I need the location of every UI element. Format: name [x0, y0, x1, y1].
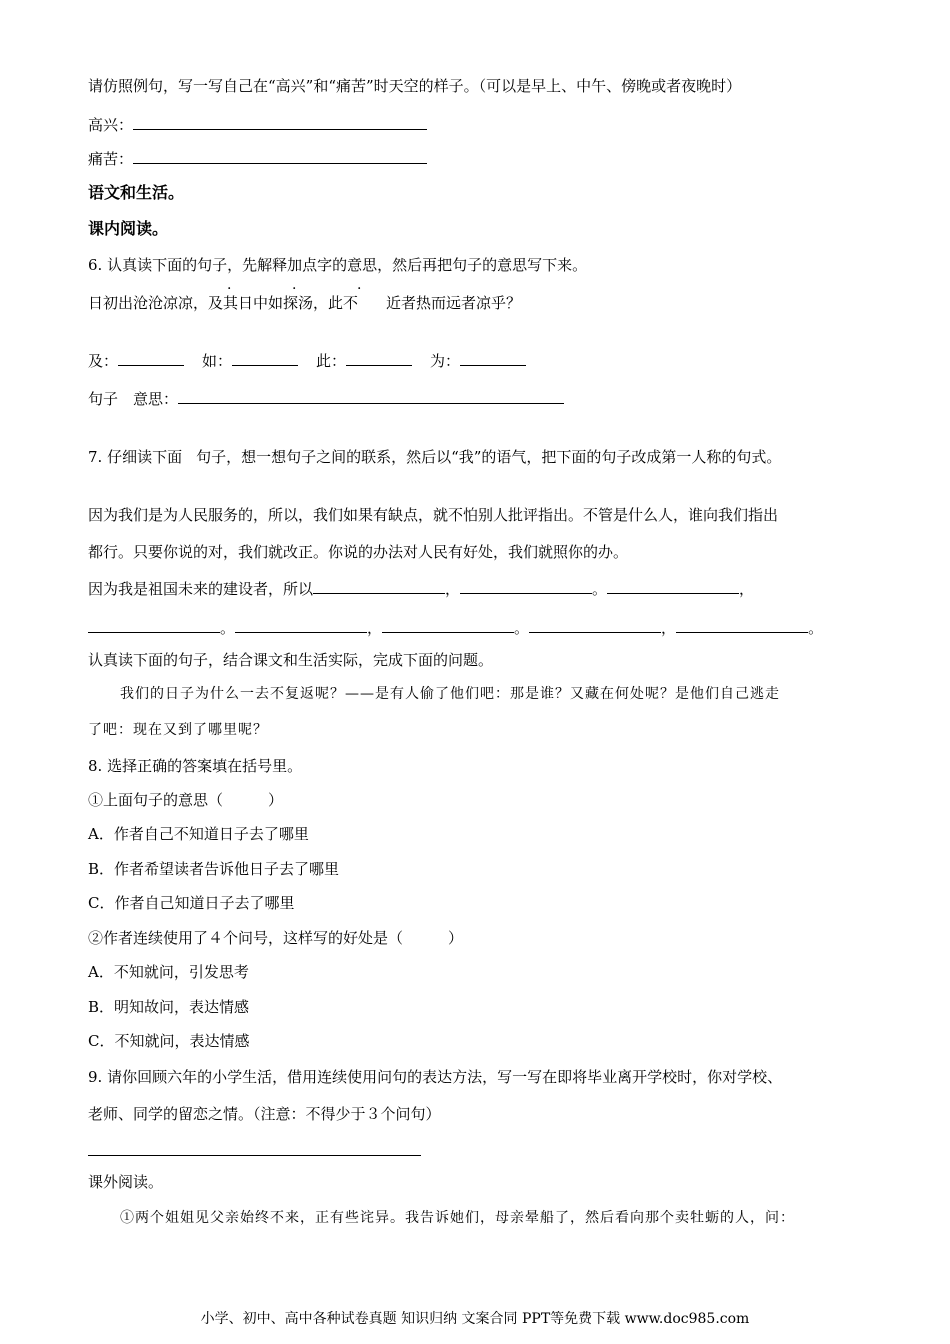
q9-answer-line[interactable]	[88, 1155, 421, 1156]
q7-blank-3[interactable]	[607, 578, 739, 594]
q7-answer-lead: 因为我是祖国未来的建设者，所以	[88, 580, 314, 598]
q5-pain-label: 痛苦：	[88, 150, 134, 168]
q7-prompt-part2: 句子，想一想句子之间的联系，然后以“我”的语气，把下面的句子改成第一人称的句式。	[196, 448, 782, 466]
q7-period-4: 。	[808, 619, 824, 637]
q5-prompt: 请仿照例句，写一写自己在“高兴”和“痛苦”时天空的样子。（可以是早上、中午、傍晚或者夜晚时）	[88, 77, 742, 95]
q8-sub1: ①上面句子的意思（ ）	[88, 791, 284, 809]
q7-prompt	[88, 447, 781, 467]
q6-ci-label: 此：	[316, 352, 347, 370]
q6-word-row	[88, 350, 526, 371]
quote-line2: 了吧：现在又到了哪里呢？	[88, 722, 268, 738]
q8-sub2-option-b[interactable]: B．明知故问，表达情感	[88, 998, 250, 1016]
page-footer: 小学、初中、高中各种试卷真题 知识归纳 文案合同 PPT等免费下载 www.doc985.com	[200, 1311, 750, 1327]
q7-blank-7[interactable]	[529, 617, 661, 633]
q7-prompt-part1: 7. 仔细读下面	[88, 448, 183, 466]
q5-happy-label: 高兴：	[88, 116, 134, 134]
q7-comma-1: ，	[445, 580, 461, 598]
q7-comma-4: ，	[661, 619, 677, 637]
section-life-heading: 语文和生活。	[88, 183, 185, 202]
q6-sentence-part2: 近者热而远者凉乎？	[386, 294, 522, 312]
q7-blank-2[interactable]	[460, 578, 592, 594]
q7-period-2: 。	[220, 619, 236, 637]
q7-answer-row2	[88, 617, 823, 638]
q6-ji-blank[interactable]	[118, 350, 184, 366]
q6-prompt: 6. 认真读下面的句子，先解释加点字的意思，然后再把句子的意思写下来。	[88, 256, 588, 274]
q8-sub2: ②作者连续使用了４个问号，这样写的好处是（ ）	[88, 929, 464, 947]
q7-blank-5[interactable]	[235, 617, 367, 633]
q7-passage-line1: 因为我们是为人民服务的，所以，我们如果有缺点，就不怕别人批评指出。不管是什么人，谁向我们指出	[88, 506, 779, 524]
q5-happy-row	[88, 114, 427, 135]
q5-pain-row	[88, 148, 427, 169]
extra-reading-heading: 课外阅读。	[88, 1173, 164, 1191]
q7-blank-4[interactable]	[88, 617, 220, 633]
q6-ru-label: 如：	[202, 352, 233, 370]
q7-blank-8[interactable]	[676, 617, 808, 633]
q7-period-1: 。	[592, 580, 608, 598]
q7-comma-3: ，	[367, 619, 383, 637]
q8-intro: 认真读下面的句子，结合课文和生活实际，完成下面的问题。	[88, 651, 494, 669]
q6-wei-label: 为：	[430, 352, 461, 370]
q8-sub2-option-a[interactable]: A．不知就问，引发思考	[88, 963, 249, 981]
emphasis-dot-ru: ·	[292, 281, 297, 297]
section-in-class-heading: 课内阅读。	[88, 219, 169, 238]
q9-line2: 老师、同学的留恋之情。（注意：不得少于３个问句）	[88, 1105, 441, 1123]
q8-sub1-option-a[interactable]: A．作者自己不知道日子去了哪里	[88, 825, 309, 843]
q7-answer-row1	[88, 578, 754, 599]
q5-pain-blank[interactable]	[133, 148, 427, 164]
q9-line1: 9. 请你回顾六年的小学生活，借用连续使用问句的表达方法，写一写在即将毕业离开学校时，你对学校、	[88, 1068, 783, 1086]
q6-ru-blank[interactable]	[232, 350, 298, 366]
q6-meaning-blank[interactable]	[178, 388, 564, 404]
emphasis-dot-ji: ·	[227, 281, 232, 297]
q5-happy-blank[interactable]	[133, 114, 427, 130]
q6-meaning-row	[88, 388, 564, 409]
q7-blank-1[interactable]	[313, 578, 445, 594]
extra-paragraph-1: ①两个姐姐见父亲始终不来，正有些诧异。我告诉她们，母亲晕船了，然后看向那个卖牡蛎的人，问：	[120, 1210, 795, 1226]
q8-sub1-option-b[interactable]: B．作者希望读者告诉他日子去了哪里	[88, 860, 340, 878]
q8-sub2-option-c[interactable]: C．不知就问，表达情感	[88, 1032, 250, 1050]
q7-comma-2: ，	[739, 580, 755, 598]
q7-blank-6[interactable]	[382, 617, 514, 633]
q6-ci-blank[interactable]	[346, 350, 412, 366]
q6-sentence-part1: 日初出沧沧凉凉，及其日中如探汤，此不	[88, 294, 359, 312]
q8-sub1-option-c[interactable]: C．作者自己知道日子去了哪里	[88, 894, 295, 912]
emphasis-dot-ci: ·	[357, 281, 362, 297]
quote-line1: 我们的日子为什么一去不复返呢？——是有人偷了他们吧：那是谁？又藏在何处呢？是他们自己逃走	[120, 686, 780, 702]
q6-sentence	[88, 293, 521, 313]
q7-period-3: 。	[514, 619, 530, 637]
q6-meaning-label: 句子 意思：	[88, 390, 179, 408]
q8-prompt: 8. 选择正确的答案填在括号里。	[88, 757, 303, 775]
q6-wei-blank[interactable]	[460, 350, 526, 366]
q6-ji-label: 及：	[88, 352, 119, 370]
q7-passage-line2: 都行。只要你说的对，我们就改正。你说的办法对人民有好处，我们就照你的办。	[88, 543, 629, 561]
